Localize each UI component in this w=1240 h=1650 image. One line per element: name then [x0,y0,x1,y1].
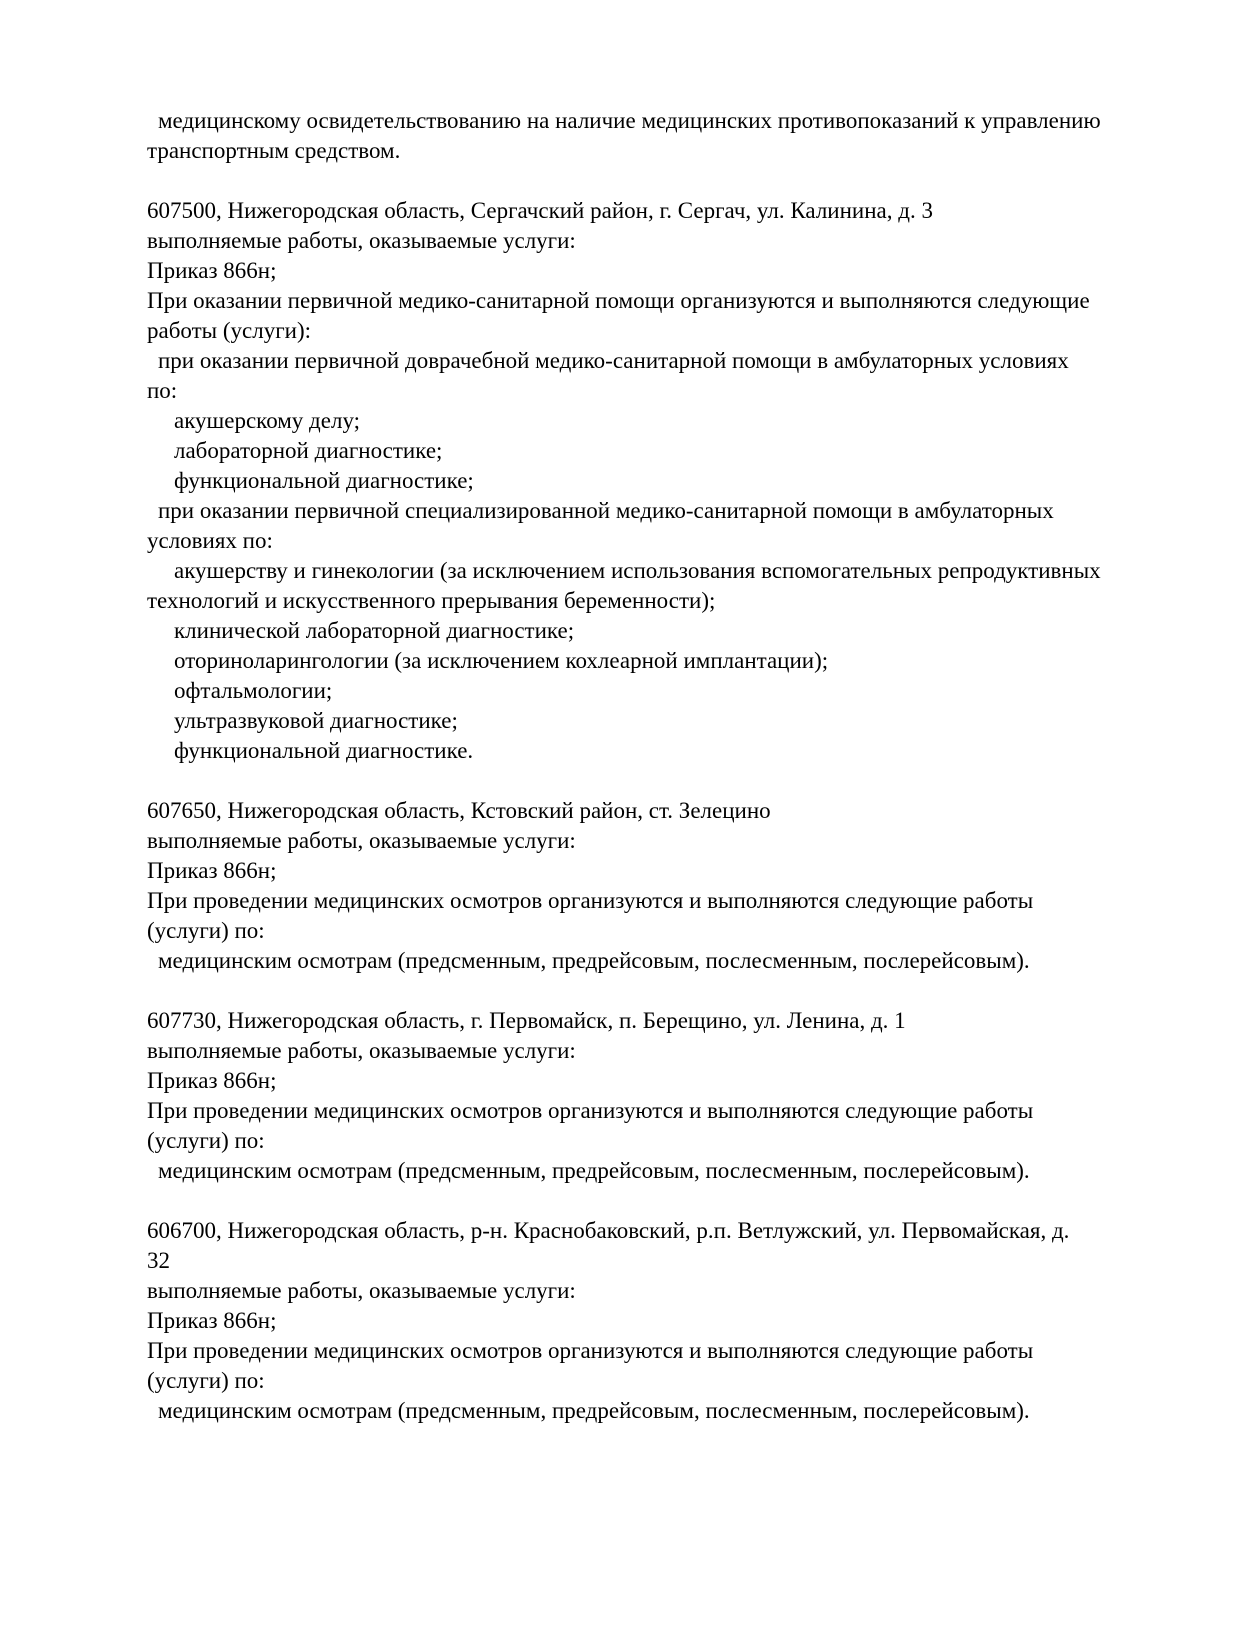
facility-section-607500 [147,196,1157,766]
text-line: 607730, Нижегородская область, г. Первомайск, п. Берещино, ул. Ленина, д. 1 [147,1008,906,1033]
blank-line [147,166,1157,196]
paragraph-intro-continuation [147,106,1157,166]
text-line: выполняемые работы, оказываемые услуги: [147,228,576,253]
text-line: (услуги) по: [147,1128,265,1153]
text-line: оториноларингологии (за исключением кохлеарной имплантации); [174,648,829,673]
text-line: медицинским осмотрам (предсменным, предрейсовым, послесменным, послерейсовым). [158,948,1030,973]
facility-section-607650 [147,796,1157,976]
text-line: 607650, Нижегородская область, Кстовский район, ст. Зелецино [147,798,771,823]
text-line: при оказании первичной доврачебной медико-санитарной помощи в амбулаторных условиях [158,348,1069,373]
document-body [147,106,1157,1426]
text-line: 607500, Нижегородская область, Сергачский район, г. Сергач, ул. Калинина, д. 3 [147,198,933,223]
text-line: ультразвуковой диагностике; [174,708,458,733]
text-line: по: [147,378,178,403]
text-line: акушерству и гинекологии (за исключением использования вспомогательных репродуктивных [174,558,1101,583]
text-line: условиях по: [147,528,273,553]
facility-section-606700 [147,1216,1157,1426]
blank-line [147,976,1157,1006]
text-line: медицинским осмотрам (предсменным, предрейсовым, послесменным, послерейсовым). [158,1158,1030,1183]
text-line: медицинскому освидетельствованию на наличие медицинских противопоказаний к управлению [158,108,1101,133]
text-line: При проведении медицинских осмотров организуются и выполняются следующие работы [147,1098,1034,1123]
text-line: Приказ 866н; [147,1068,277,1093]
text-line: 32 [147,1248,170,1273]
text-line: Приказ 866н; [147,258,277,283]
text-line: лабораторной диагностике; [174,438,443,463]
text-line: Приказ 866н; [147,1308,277,1333]
text-line: (услуги) по: [147,918,265,943]
blank-line [147,766,1157,796]
text-line: клинической лабораторной диагностике; [174,618,575,643]
text-line: офтальмологии; [174,678,333,703]
text-line: технологий и искусственного прерывания беременности); [147,588,716,613]
text-line: Приказ 866н; [147,858,277,883]
text-line: При оказании первичной медико-санитарной помощи организуются и выполняются следующие [147,288,1090,313]
text-line: 606700, Нижегородская область, р-н. Краснобаковский, р.п. Ветлужский, ул. Первомайская, д. [147,1218,1070,1243]
text-line: При проведении медицинских осмотров организуются и выполняются следующие работы [147,888,1034,913]
text-line: выполняемые работы, оказываемые услуги: [147,828,576,853]
text-line: выполняемые работы, оказываемые услуги: [147,1278,576,1303]
text-line: при оказании первичной специализированной медико-санитарной помощи в амбулаторных [158,498,1054,523]
facility-section-607730 [147,1006,1157,1186]
text-line: функциональной диагностике. [174,738,474,763]
blank-line [147,1186,1157,1216]
text-line: При проведении медицинских осмотров организуются и выполняются следующие работы [147,1338,1034,1363]
text-line: (услуги) по: [147,1368,265,1393]
text-line: акушерскому делу; [174,408,361,433]
text-line: выполняемые работы, оказываемые услуги: [147,1038,576,1063]
text-line: медицинским осмотрам (предсменным, предрейсовым, послесменным, послерейсовым). [158,1398,1030,1423]
text-line: транспортным средством. [147,138,401,163]
text-line: функциональной диагностике; [174,468,474,493]
text-line: работы (услуги): [147,318,311,343]
